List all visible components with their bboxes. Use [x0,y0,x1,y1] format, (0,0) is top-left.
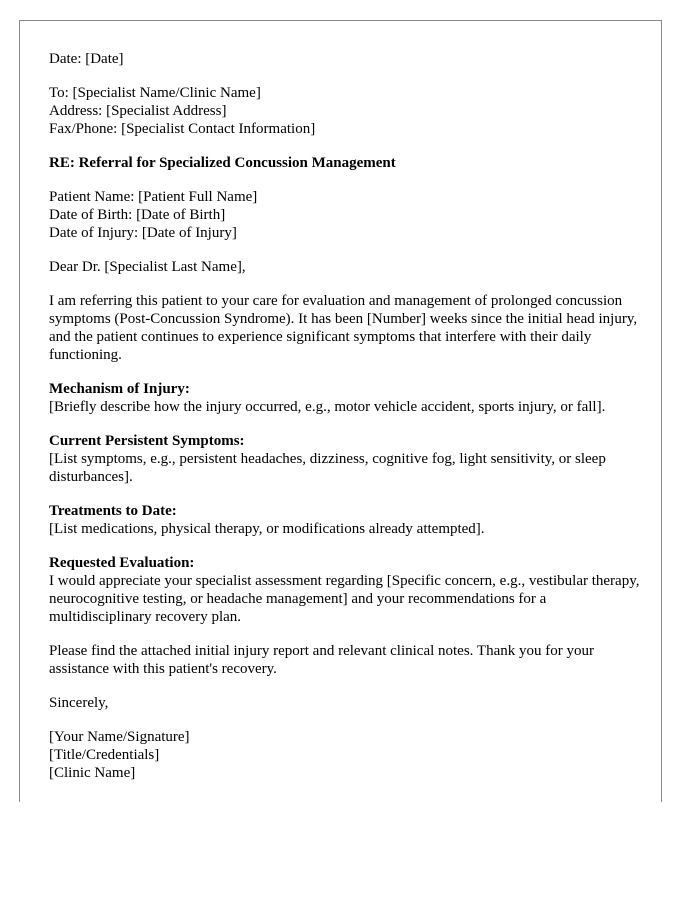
patient-name: Patient Name: [Patient Full Name] [49,189,258,205]
section-heading: Requested Evaluation: [49,555,195,571]
recipient-to: To: [Specialist Name/Clinic Name] [49,85,261,101]
recipient-block [49,84,641,138]
section-heading: Current Persistent Symptoms: [49,433,245,449]
section-symptoms [49,432,641,486]
letter-page [19,20,662,802]
section-body: I would appreciate your specialist assessment regarding [Specific concern, e.g., vestibular therapy, neurocognitive testing, or headache management] and your recommendations for a multidisciplinary recovery plan. [49,573,640,625]
subject-line: RE: Referral for Specialized Concussion Management [49,155,396,171]
recipient-address: Address: [Specialist Address] [49,103,227,119]
patient-dob: Date of Birth: [Date of Birth] [49,207,226,223]
signoff: Sincerely, [49,695,109,711]
section-heading: Mechanism of Injury: [49,381,190,397]
salutation: Dear Dr. [Specialist Last Name], [49,259,246,275]
date-line: Date: [Date] [49,51,124,67]
patient-block [49,188,641,242]
section-body: [List symptoms, e.g., persistent headaches, dizziness, cognitive fog, light sensitivity, or sleep disturbances]. [49,451,606,485]
section-mechanism [49,380,641,416]
patient-doi: Date of Injury: [Date of Injury] [49,225,237,241]
section-heading: Treatments to Date: [49,503,177,519]
signature-name: [Your Name/Signature] [49,729,190,745]
recipient-contact: Fax/Phone: [Specialist Contact Information] [49,121,316,137]
signature-block [49,728,641,782]
closing-paragraph: Please find the attached initial injury report and relevant clinical notes. Thank you for your assistance with this patient's recovery. [49,643,594,677]
section-body: [Briefly describe how the injury occurred, e.g., motor vehicle accident, sports injury, or fall]. [49,399,606,415]
signature-title: [Title/Credentials] [49,747,160,763]
section-requested-evaluation [49,554,641,626]
intro-paragraph: I am referring this patient to your care for evaluation and management of prolonged concussion symptoms (Post-Concussion Syndrome). It has been [Number] weeks since the initial head injury, and the patient continues to experience significant symptoms that interfere with their daily functioning. [49,293,638,363]
section-treatments [49,502,641,538]
section-body: [List medications, physical therapy, or modifications already attempted]. [49,521,485,537]
letter-content [49,50,641,798]
signature-clinic: [Clinic Name] [49,765,136,781]
